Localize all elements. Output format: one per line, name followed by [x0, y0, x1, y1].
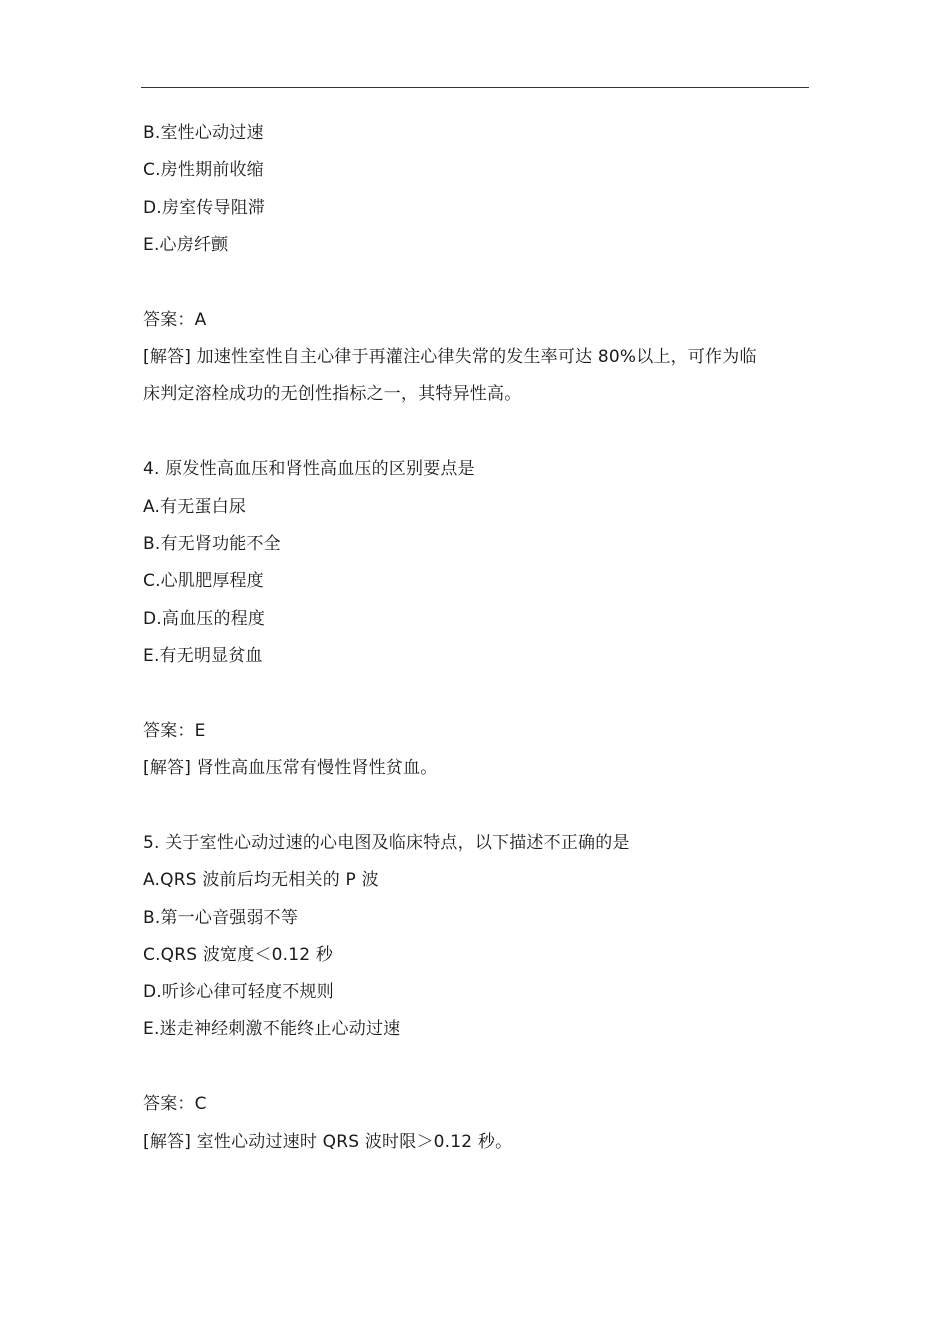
q5-stem: 5. 关于室性心动过速的心电图及临床特点，以下描述不正确的是: [143, 833, 630, 853]
q3-explanation-line2: 床判定溶栓成功的无创性指标之一，其特异性高。: [143, 384, 522, 404]
q4-answer: 答案：E: [143, 721, 206, 741]
q3-answer: 答案：A: [143, 310, 207, 330]
q4-option-a: A.有无蛋白尿: [143, 497, 247, 517]
q4-explanation: [解答] 肾性高血压常有慢性肾性贫血。: [143, 758, 438, 778]
q3-option-b: B.室性心动过速: [143, 123, 264, 143]
q3-option-c: C.房性期前收缩: [143, 160, 264, 180]
q5-option-c: C.QRS 波宽度＜0.12 秒: [143, 945, 334, 965]
q5-option-d: D.听诊心律可轻度不规则: [143, 982, 334, 1002]
q4-stem: 4. 原发性高血压和肾性高血压的区别要点是: [143, 459, 475, 479]
q5-option-e: E.迷走神经刺激不能终止心动过速: [143, 1019, 401, 1039]
q3-option-d: D.房室传导阻滞: [143, 198, 266, 218]
q5-answer: 答案：C: [143, 1094, 207, 1114]
q5-option-b: B.第一心音强弱不等: [143, 908, 299, 928]
q3-option-e: E.心房纤颤: [143, 235, 229, 255]
header-rule: [141, 87, 809, 88]
q4-option-d: D.高血压的程度: [143, 609, 266, 629]
q4-option-b: B.有无肾功能不全: [143, 534, 281, 554]
q4-option-c: C.心肌肥厚程度: [143, 571, 264, 591]
q4-option-e: E.有无明显贫血: [143, 646, 263, 666]
q5-explanation: [解答] 室性心动过速时 QRS 波时限＞0.12 秒。: [143, 1132, 513, 1152]
q5-option-a: A.QRS 波前后均无相关的 P 波: [143, 870, 379, 890]
q3-explanation-line1: [解答] 加速性室性自主心律于再灌注心律失常的发生率可达 80%以上，可作为临: [143, 347, 757, 367]
